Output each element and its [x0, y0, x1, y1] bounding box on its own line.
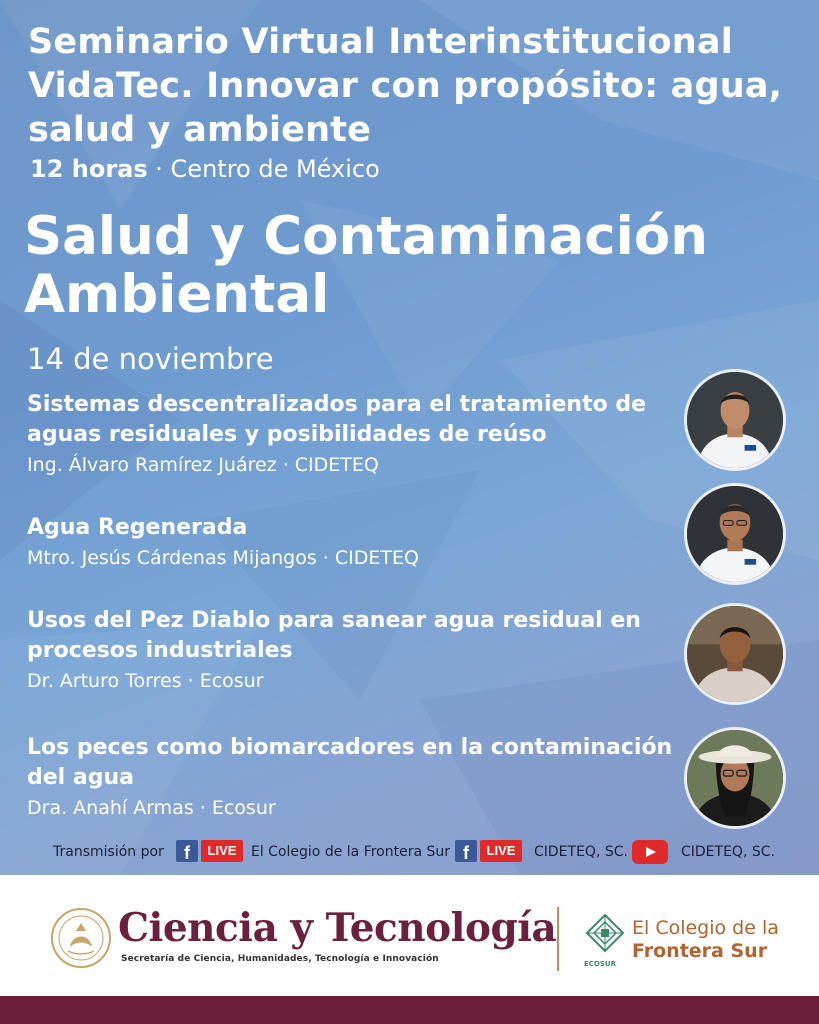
colegio-frontera-sur-logo: [632, 917, 779, 963]
channel-cideteq-facebook[interactable]: CIDETEQ, SC.: [534, 844, 628, 860]
session-title: Salud y Contaminación Ambiental: [24, 206, 708, 325]
colegio-line-2: Frontera Sur: [632, 940, 768, 962]
session-date: 14 de noviembre: [27, 342, 274, 376]
schedule-line: [30, 154, 380, 184]
speaker-photo-icon: [687, 372, 783, 468]
logo-divider: [557, 907, 559, 971]
youtube-icon[interactable]: [632, 840, 668, 864]
live-badge: LIVE: [480, 840, 522, 862]
facebook-icon[interactable]: f: [455, 840, 477, 862]
live-badge: LIVE: [201, 840, 243, 862]
talk-item: [27, 606, 677, 695]
talk-speaker: Mtro. Jesús Cárdenas Mijangos · CIDETEQ: [27, 547, 419, 569]
seminar-title: Seminario Virtual Interinstitucional VidaTec. Innovar con propósito: agua, salud y ambiente: [28, 22, 783, 150]
speaker-photo-icon: [687, 486, 783, 582]
schedule-time: 12 horas: [30, 155, 148, 183]
ciencia-tecnologia-logo: Ciencia y Tecnología: [118, 905, 557, 951]
schedule-timezone: · Centro de México: [147, 155, 380, 183]
talk-speaker: Ing. Álvaro Ramírez Juárez · CIDETEQ: [27, 454, 379, 476]
speaker-photo-icon: [687, 606, 783, 702]
mexico-seal-icon: [50, 907, 112, 969]
talk-title: Agua Regenerada: [27, 515, 248, 540]
talk-title: Usos del Pez Diablo para sanear agua residual en procesos industriales: [27, 608, 641, 663]
speaker-photo: [684, 369, 786, 471]
bottom-brand-bar: [0, 996, 819, 1024]
speaker-photo-icon: [687, 730, 783, 826]
talk-item: [27, 733, 677, 822]
transmission-label: Transmisión por: [53, 844, 164, 860]
colegio-line-1: El Colegio de la: [632, 917, 779, 939]
ciencia-tecnologia-subtitle: Secretaría de Ciencia, Humanidades, Tecnología e Innovación: [121, 954, 439, 964]
sponsor-footer: [0, 875, 819, 996]
speaker-photo: [684, 727, 786, 829]
ecosur-logo-icon: [585, 913, 625, 963]
talk-title: Sistemas descentralizados para el tratamiento de aguas residuales y posibilidades de reúso: [27, 392, 647, 447]
talk-speaker: Dr. Arturo Torres · Ecosur: [27, 670, 264, 692]
channel-cideteq-youtube[interactable]: CIDETEQ, SC.: [681, 844, 775, 860]
facebook-icon[interactable]: f: [176, 840, 198, 862]
speaker-photo: [684, 483, 786, 585]
channel-ecosur-facebook[interactable]: El Colegio de la Frontera Sur: [251, 844, 451, 860]
speaker-photo: [684, 603, 786, 705]
talk-item: [27, 513, 677, 572]
transmission-strip: [0, 836, 819, 866]
ecosur-wordmark: ECOSUR: [584, 960, 616, 968]
talk-title: Los peces como biomarcadores en la contaminación del agua: [27, 735, 673, 790]
talk-speaker: Dra. Anahí Armas · Ecosur: [27, 797, 276, 819]
talk-item: [27, 390, 677, 479]
